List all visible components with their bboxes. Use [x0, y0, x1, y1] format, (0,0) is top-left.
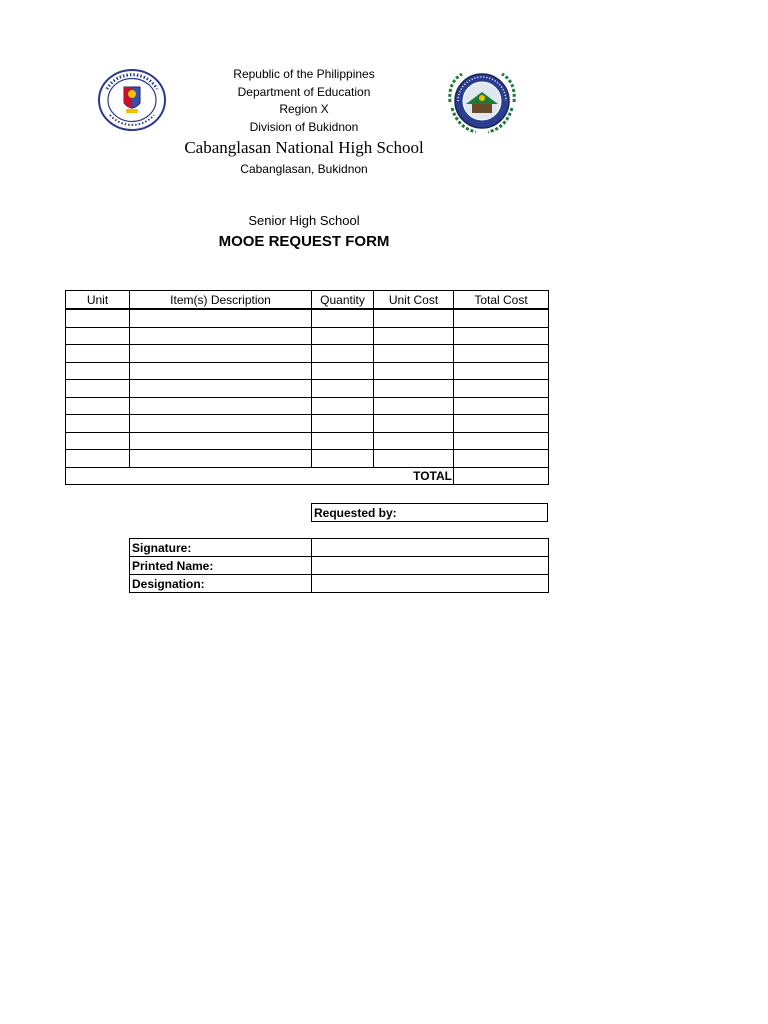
- cell-total-cost[interactable]: [454, 432, 549, 450]
- cell-unit-cost[interactable]: [374, 309, 454, 327]
- form-title: MOOE REQUEST FORM: [218, 233, 390, 250]
- cell-description[interactable]: [130, 397, 312, 415]
- cell-total-cost[interactable]: [454, 327, 549, 345]
- cell-quantity[interactable]: [312, 309, 374, 327]
- cell-total-cost[interactable]: [454, 397, 549, 415]
- cell-total-cost[interactable]: [454, 345, 549, 363]
- column-header-unit: Unit: [66, 291, 130, 310]
- printed-name-label: Printed Name:: [130, 557, 312, 575]
- table-row: [66, 380, 549, 398]
- signature-block: [129, 538, 549, 593]
- cell-unit[interactable]: [66, 309, 130, 327]
- signature-row: [130, 539, 549, 557]
- cell-total-cost[interactable]: [454, 380, 549, 398]
- cell-unit[interactable]: [66, 450, 130, 468]
- school-address: Cabanglasan, Bukidnon: [240, 162, 368, 176]
- cell-unit[interactable]: [66, 345, 130, 363]
- cell-quantity[interactable]: [312, 397, 374, 415]
- signature-field[interactable]: [312, 539, 549, 557]
- column-header-description: Item(s) Description: [130, 291, 312, 310]
- total-label: TOTAL: [66, 467, 454, 485]
- table-row: [66, 432, 549, 450]
- total-value-cell[interactable]: [454, 467, 549, 485]
- header-division: Division of Bukidnon: [249, 119, 359, 134]
- cell-total-cost[interactable]: [454, 450, 549, 468]
- cell-quantity[interactable]: [312, 432, 374, 450]
- cell-unit-cost[interactable]: [374, 362, 454, 380]
- deped-seal-icon: [98, 69, 166, 131]
- cell-unit-cost[interactable]: [374, 432, 454, 450]
- cell-unit[interactable]: [66, 380, 130, 398]
- cell-quantity[interactable]: [312, 450, 374, 468]
- cell-quantity[interactable]: [312, 345, 374, 363]
- table-row: [66, 450, 549, 468]
- header-department: Department of Education: [237, 84, 371, 99]
- total-row: [66, 467, 549, 485]
- cell-total-cost[interactable]: [454, 309, 549, 327]
- cell-description[interactable]: [130, 362, 312, 380]
- cell-unit-cost[interactable]: [374, 397, 454, 415]
- column-header-quantity: Quantity: [312, 291, 374, 310]
- printed-name-row: [130, 557, 549, 575]
- table-row: [66, 362, 549, 380]
- school-name: Cabanglasan National High School: [184, 138, 424, 157]
- column-header-unit-cost: Unit Cost: [374, 291, 454, 310]
- signature-label: Signature:: [130, 539, 312, 557]
- cell-unit-cost[interactable]: [374, 380, 454, 398]
- cell-unit-cost[interactable]: [374, 327, 454, 345]
- cell-unit[interactable]: [66, 415, 130, 433]
- school-seal-icon: [444, 68, 520, 136]
- designation-row: [130, 575, 549, 593]
- cell-description[interactable]: [130, 345, 312, 363]
- table-row: [66, 345, 549, 363]
- items-table: [65, 290, 549, 485]
- cell-unit-cost[interactable]: [374, 450, 454, 468]
- header-country: Republic of the Philippines: [233, 67, 375, 81]
- cell-description[interactable]: [130, 327, 312, 345]
- cell-unit[interactable]: [66, 362, 130, 380]
- cell-quantity[interactable]: [312, 380, 374, 398]
- designation-field[interactable]: [312, 575, 549, 593]
- printed-name-field[interactable]: [312, 557, 549, 575]
- table-row: [66, 397, 549, 415]
- cell-unit-cost[interactable]: [374, 345, 454, 363]
- cell-quantity[interactable]: [312, 327, 374, 345]
- requested-by-label: Requested by:: [312, 504, 548, 522]
- column-header-total-cost: Total Cost: [454, 291, 549, 310]
- items-table-header: [66, 291, 549, 310]
- cell-quantity[interactable]: [312, 362, 374, 380]
- table-row: [66, 309, 549, 327]
- requested-by-box: [311, 503, 548, 522]
- table-row: [66, 327, 549, 345]
- cell-description[interactable]: [130, 309, 312, 327]
- cell-quantity[interactable]: [312, 415, 374, 433]
- cell-unit[interactable]: [66, 432, 130, 450]
- cell-unit-cost[interactable]: [374, 415, 454, 433]
- cell-description[interactable]: [130, 450, 312, 468]
- header-region: Region X: [279, 102, 329, 116]
- cell-description[interactable]: [130, 432, 312, 450]
- cell-unit[interactable]: [66, 397, 130, 415]
- cell-total-cost[interactable]: [454, 415, 549, 433]
- designation-label: Designation:: [130, 575, 312, 593]
- cell-description[interactable]: [130, 380, 312, 398]
- cell-description[interactable]: [130, 415, 312, 433]
- cell-total-cost[interactable]: [454, 362, 549, 380]
- table-row: [66, 415, 549, 433]
- cell-unit[interactable]: [66, 327, 130, 345]
- form-subtitle: Senior High School: [248, 213, 360, 228]
